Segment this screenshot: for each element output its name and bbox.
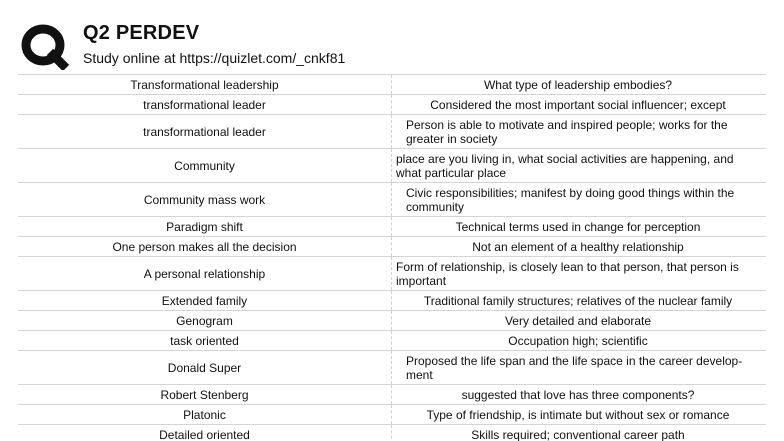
table-row xyxy=(18,182,766,216)
term-cell: Donald Super xyxy=(18,351,392,384)
term-cell: Extended family xyxy=(18,291,392,310)
definition-cell: Skills required; conventional career path xyxy=(471,427,685,441)
term-cell: Robert Stenberg xyxy=(18,385,392,404)
term-definition-table xyxy=(18,74,766,441)
definition-cell: Technical terms used in change for perception xyxy=(455,219,701,234)
page-header xyxy=(0,0,784,72)
table-row xyxy=(18,330,766,350)
definition-cell: Form of relationship, is closely lean to that person, that person is important xyxy=(396,259,739,288)
study-link-text: Study online at https://quizlet.com/_cnkf81 xyxy=(83,50,346,66)
term-cell: Detailed oriented xyxy=(18,425,392,441)
table-row xyxy=(18,94,766,114)
table-row xyxy=(18,350,766,384)
term-cell: A personal relationship xyxy=(18,257,392,290)
term-cell: task oriented xyxy=(18,331,392,350)
table-row xyxy=(18,148,766,182)
table-row xyxy=(18,404,766,424)
term-cell: transformational leader xyxy=(18,95,392,114)
table-row xyxy=(18,216,766,236)
quizlet-q-logo-icon xyxy=(20,22,72,70)
table-row xyxy=(18,310,766,330)
definition-cell: What type of leadership embodies? xyxy=(483,77,673,92)
definition-cell: Proposed the life span and the life space in the career develop- ment xyxy=(406,353,743,382)
term-cell: Genogram xyxy=(18,311,392,330)
table-row xyxy=(18,290,766,310)
term-cell: Community mass work xyxy=(18,183,392,216)
table-row xyxy=(18,236,766,256)
definition-cell: Traditional family structures; relatives of the nuclear family xyxy=(423,293,733,308)
table-row xyxy=(18,74,766,94)
definition-cell: suggested that love has three components? xyxy=(461,387,695,402)
table-row xyxy=(18,424,766,441)
definition-cell: Type of friendship, is intimate but without sex or romance xyxy=(426,407,730,422)
definition-cell: Considered the most important social influencer; except xyxy=(430,97,726,112)
page-title: Q2 PERDEV xyxy=(83,22,200,44)
term-cell: Transformational leadership xyxy=(18,75,392,94)
term-cell: Platonic xyxy=(18,405,392,424)
table-row xyxy=(18,256,766,290)
table-row xyxy=(18,114,766,148)
table-row xyxy=(18,384,766,404)
definition-cell: place are you living in, what social activities are happening, and what particular place xyxy=(396,151,734,180)
definition-cell: Person is able to motivate and inspired people; works for the greater in society xyxy=(406,117,728,146)
term-cell: Paradigm shift xyxy=(18,217,392,236)
term-cell: Community xyxy=(18,149,392,182)
definition-cell: Very detailed and elaborate xyxy=(504,313,652,328)
term-cell: One person makes all the decision xyxy=(18,237,392,256)
term-cell: transformational leader xyxy=(18,115,392,148)
definition-cell: Occupation high; scientific xyxy=(508,333,648,348)
definition-cell: Not an element of a healthy relationship xyxy=(472,239,684,254)
definition-cell: Civic responsibilities; manifest by doing good things within the community xyxy=(406,185,735,214)
